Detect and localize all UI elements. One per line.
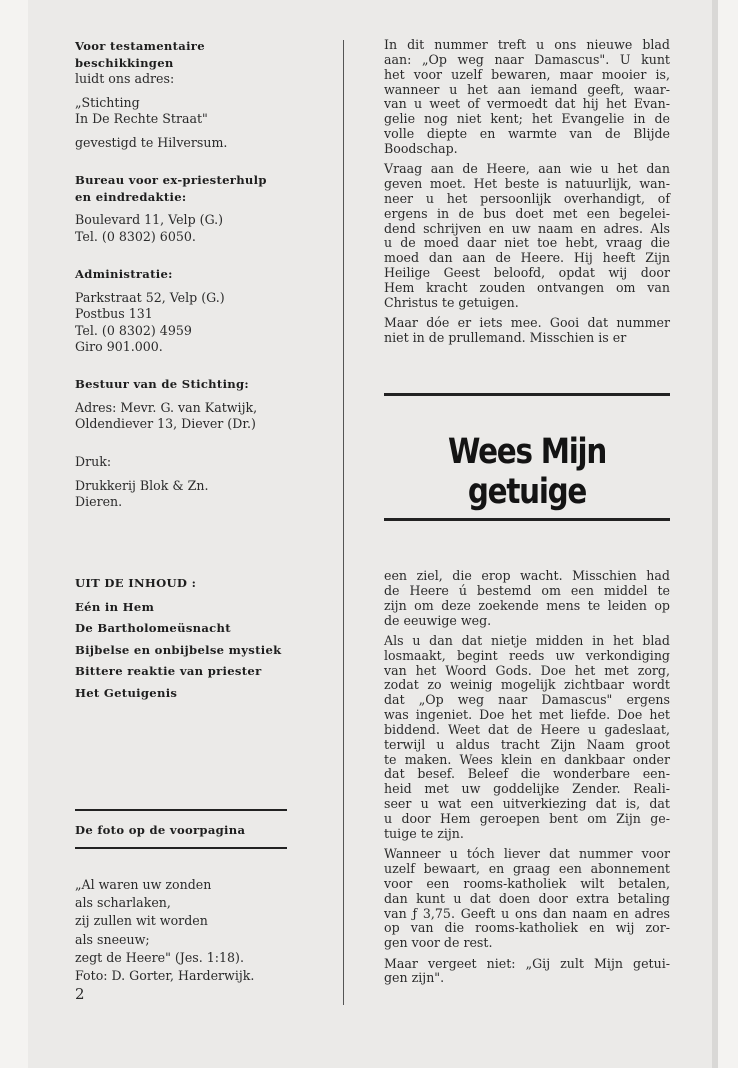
bureau-block xyxy=(75,172,267,245)
article-line: uzelf bewaart, en graag een abonnement xyxy=(384,861,670,877)
bureau-line: Boulevard 11, Velp (G.) xyxy=(75,212,224,227)
article-top xyxy=(384,38,670,351)
article-line: van het Woord Gods. Doe het met zorg, xyxy=(384,662,670,678)
article-paragraph xyxy=(384,634,670,842)
article-line: de Heere ú bestemd om een middel te xyxy=(384,582,670,598)
bureau-line: Tel. (0 8302) 6050. xyxy=(75,228,196,244)
toc-item[interactable]: Het Getuigenis xyxy=(75,685,178,700)
article-paragraph xyxy=(384,162,670,310)
toc-item[interactable]: De Bartholomeüsnacht xyxy=(75,621,231,635)
caption-line: zegt de Heere" (Jes. 1:18). xyxy=(75,949,244,965)
caption-line: Foto: D. Gorter, Harderwijk. xyxy=(75,968,255,984)
article-line: u de moed daar niet toe hebt, vraag die xyxy=(384,235,670,251)
article-line: dend schrijven en uw naam en adres. Als xyxy=(384,220,670,236)
toc-item[interactable]: Bijbelse en onbijbelse mystiek xyxy=(75,642,282,657)
druk-heading: Druk: xyxy=(75,454,112,469)
article-line: te maken. Wees klein en dankbaar onder xyxy=(384,751,670,767)
administratie-block xyxy=(75,266,225,356)
article-line: heid met uw goddelijke Zender. Reali- xyxy=(384,781,670,797)
foundation-name: „Stichting xyxy=(75,94,140,110)
foundation-location: gevestigd te Hilversum. xyxy=(75,134,228,150)
bestuur-line: Adres: Mevr. G. van Katwijk, xyxy=(75,399,258,415)
column-divider xyxy=(343,40,344,1005)
article-line: u door Hem geroepen bent om Zijn ge- xyxy=(384,811,670,826)
testament-heading: Voor testamentaire xyxy=(75,39,205,53)
title-rule-bottom xyxy=(384,518,670,521)
article-paragraph xyxy=(384,38,670,157)
article-line: een ziel, die erop wacht. Misschien had xyxy=(384,568,670,583)
article-line: seer u wat een uitverkiezing dat is, dat xyxy=(384,796,670,812)
article-line: Christus te getuigen. xyxy=(384,294,519,310)
article-paragraph xyxy=(384,316,670,346)
article-line: Maar dóe er iets mee. Gooi dat nummer xyxy=(384,315,670,331)
testament-intro: luidt ons adres: xyxy=(75,71,175,86)
toc-item[interactable]: Eén in Hem xyxy=(75,599,155,614)
article-line: was ingeniet. Doe het met liefde. Doe het xyxy=(384,707,670,723)
article-line: de eeuwige weg. xyxy=(384,612,492,628)
article-line: gen voor de rest. xyxy=(384,935,493,951)
photo-rule-top xyxy=(75,809,287,811)
article-paragraph xyxy=(384,569,670,628)
foundation-name: In De Rechte Straat" xyxy=(75,111,208,126)
article-line: neer u het persoonlijk overhandigt, of xyxy=(384,190,670,206)
article-line: Hem kracht zouden ontvangen om van xyxy=(384,280,670,295)
article-line: aan: „Op weg naar Damascus". U kunt xyxy=(384,51,670,67)
administratie-heading: Administratie: xyxy=(75,267,173,281)
article-paragraph xyxy=(384,847,670,951)
article-line: dan kunt u dat doen door extra betaling xyxy=(384,890,670,906)
caption-line: zij zullen wit worden xyxy=(75,913,208,929)
testament-heading: beschikkingen xyxy=(75,55,174,70)
bestuur-line: Oldendiever 13, Diever (Dr.) xyxy=(75,416,256,431)
article-line: zijn om deze zoekende mens te leiden op xyxy=(384,597,670,613)
caption-line: als scharlaken, xyxy=(75,895,171,911)
article-line: Maar vergeet niet: „Gij zult Mijn getui- xyxy=(384,955,670,971)
article-line: voor een rooms-katholiek wilt betalen, xyxy=(384,875,670,891)
article-line: Boodschap. xyxy=(384,140,458,156)
page-number: 2 xyxy=(75,985,85,1004)
article-line: geven moet. Het beste is natuurlijk, wan- xyxy=(384,176,670,192)
article-line: losmaakt, begint reeds uw verkondiging xyxy=(384,647,670,663)
article-paragraph xyxy=(384,957,670,987)
bureau-heading: en eindredaktie: xyxy=(75,189,187,204)
photo-heading: De foto op de voorpagina xyxy=(75,823,246,837)
article-line: dat besef. Beleef die wonderbare een- xyxy=(384,766,670,782)
testament-block xyxy=(75,38,227,151)
druk-line: Dieren. xyxy=(75,494,123,509)
article-line: biddend. Weet dat de Heere u gadeslaat, xyxy=(384,721,670,737)
article-line: zodat zo weinig mogelijk zichtbaar wordt xyxy=(384,677,670,693)
photo-caption xyxy=(75,876,254,1003)
toc-heading: UIT DE INHOUD : xyxy=(75,576,197,590)
bestuur-block xyxy=(75,376,257,433)
photo-heading-block xyxy=(75,822,245,839)
article-line: gelie nog niet kent; het Evangelie in de xyxy=(384,111,670,127)
druk-block xyxy=(75,454,208,511)
caption-line: als sneeuw; xyxy=(75,931,150,947)
bureau-heading: Bureau voor ex-priesterhulp xyxy=(75,173,267,187)
table-of-contents xyxy=(75,573,281,704)
article-line: van ƒ 3,75. Geeft u ons dan naam en adres xyxy=(384,905,670,921)
article-line: volle diepte en warmte van de Blijde xyxy=(384,126,670,142)
article-line: ergens in de bus doet met een begelei- xyxy=(384,205,670,221)
article-line: op van die rooms-katholiek en wij zor- xyxy=(384,920,670,936)
toc-item[interactable]: Bittere reaktie van priester xyxy=(75,664,262,678)
title-rule-top xyxy=(384,393,670,396)
administratie-line: Postbus 131 xyxy=(75,306,153,321)
article-line: niet in de prullemand. Misschien is er xyxy=(384,330,627,346)
photo-rule-bottom xyxy=(75,847,287,849)
article-line: Als u dan dat nietje midden in het blad xyxy=(384,632,670,648)
article-line: moed dan aan de Heere. Hij heeft Zijn xyxy=(384,250,670,266)
administratie-line: Giro 901.000. xyxy=(75,339,163,354)
administratie-line: Parkstraat 52, Velp (G.) xyxy=(75,289,225,305)
bestuur-heading: Bestuur van de Stichting: xyxy=(75,377,249,391)
article-title: Wees Mijn getuige xyxy=(448,432,606,512)
article-bottom xyxy=(384,569,670,992)
article-line: gen zijn". xyxy=(384,970,445,986)
article-line: dat „Op weg naar Damascus" ergens xyxy=(384,692,670,708)
article-line: Vraag aan de Heere, aan wie u het dan xyxy=(384,161,670,177)
article-line: van u weet of vermoedt dat hij het Evan- xyxy=(384,96,670,112)
article-line: In dit nummer treft u ons nieuwe blad xyxy=(384,37,670,52)
druk-line: Drukkerij Blok & Zn. xyxy=(75,477,209,493)
caption-line: „Al waren uw zonden xyxy=(75,877,212,892)
article-line: het voor uzelf bewaren, maar mooier is, xyxy=(384,66,670,82)
article-line: wanneer u het aan iemand geeft, waar- xyxy=(384,81,670,97)
administratie-line: Tel. (0 8302) 4959 xyxy=(75,322,192,338)
article-line: terwijl u aldus tracht Zijn Naam groot xyxy=(384,736,670,752)
article-line: tuige te zijn. xyxy=(384,825,464,841)
article-line: Wanneer u tóch liever dat nummer voor xyxy=(384,846,670,862)
article-line: Heilige Geest beloofd, opdat wij door xyxy=(384,265,670,281)
page-edge xyxy=(712,0,718,1068)
